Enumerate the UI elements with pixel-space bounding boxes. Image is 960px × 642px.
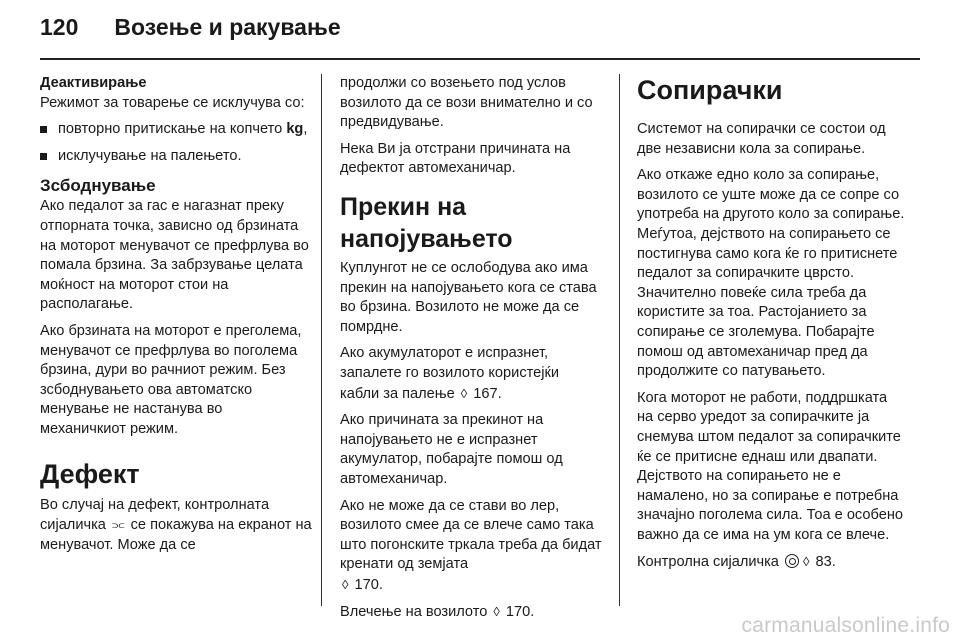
- bullet1-end: ,: [303, 121, 308, 138]
- fault-lamp-icon: ⫗: [111, 516, 125, 533]
- column-right: [637, 74, 905, 580]
- fault-paragraph: [40, 496, 312, 556]
- brakes-paragraph-3: Кога моторот не работи, поддршката на серво уредот за сопирачките ја снемува штом педалот за сопирачките ќе се притисне еднаш или двапати. Дејството на сопирањето не е намалено, но за сопирање е потребна значајно поголема сила. Тоа е особено важно да се има на ум кога се влече.: [637, 389, 903, 543]
- brakes-heading: Сопирачки: [637, 75, 783, 105]
- brake-lamp-text: Контролна сијаличка: [637, 554, 783, 571]
- power-paragraph-1: Куплунгот не се ослободува ако има прекин на напојувањето кога се става во брзина. Возилото не може да се помрдне.: [340, 259, 597, 335]
- page-ref-arrow-icon: ◊: [342, 576, 349, 592]
- power-paragraph-4: [340, 497, 602, 596]
- deactivate-heading: Деактивирање: [40, 75, 147, 91]
- power-p2-end: .: [497, 385, 502, 402]
- power-p4-end: .: [378, 576, 383, 593]
- towing-end: .: [530, 604, 535, 621]
- power-p2-text: Ако акумулаторот е испразнет, запалете го возилото користејќи кабли за палење: [340, 345, 560, 402]
- bullet-icon: [40, 153, 47, 160]
- downshift-paragraph-2: Ако брзината на моторот е преголема, менувачот се префрлува во поголема брзина, дури во рачниот режим. Без зсбоднувањето ова автоматско менување не настанува во механичкиот режим.: [40, 322, 302, 437]
- brake-lamp-end: .: [831, 554, 836, 571]
- fault-heading: Дефект: [40, 458, 140, 489]
- page-ref-170[interactable]: 170: [354, 576, 379, 593]
- brake-warning-lamp-icon: [785, 554, 799, 568]
- bullet-icon: [40, 126, 47, 133]
- fault-text-start: Во случај на дефект, контролната сијаличка: [40, 496, 270, 534]
- chapter-title: Возење и ракување: [114, 14, 341, 40]
- page-ref-170-towing[interactable]: 170: [505, 604, 531, 621]
- workshop-paragraph: Нека Ви ја отстрани причината на дефектот автомеханичар.: [340, 140, 571, 177]
- column-left: [40, 74, 312, 562]
- brakes-paragraph-1: Системот на сопирачки се состои од две независни кола за сопирање.: [637, 121, 886, 157]
- column-divider-2: [619, 74, 620, 606]
- deactivate-list: [40, 120, 312, 166]
- continue-paragraph: продолжи со возењето под услов возилото да се вози внимателно и со предвидување.: [340, 75, 593, 131]
- page-ref-83[interactable]: 83: [815, 554, 832, 571]
- power-paragraph-3: Ако причината за прекинот на напојувањето не е испразнет акумулатор, побарајте помош од автомеханичар.: [340, 412, 563, 487]
- page-ref-arrow-icon: ◊: [493, 604, 500, 620]
- kg-button-symbol: kg: [286, 121, 304, 138]
- deactivate-intro: Режимот за товарење се исклучува со:: [40, 94, 305, 111]
- header-divider: [40, 58, 920, 60]
- watermark: carmanualsonline.info: [741, 614, 950, 637]
- column-divider-1: [321, 74, 322, 606]
- brakes-paragraph-2: Ако откаже едно коло за сопирање, возилото се уште може да се сопре со употреба на другото коло за сопирање. Меѓутоа, дејството на сопирањето се постигнува само кога ќе го притиснете педалот за сопирачките цврсто. Значително повеќе сила треба да користите за тоа. Растојанието за сопирање се зголемува. Побарајте помош од автомеханичар пред да продолжите со патувањето.: [637, 167, 905, 380]
- downshift-paragraph-1: Ако педалот за гас е нагазнат преку отпорната точка, зависно од брзината на моторот менувачот се префрлува во помала брзина. За забрзување целата моќност на моторот стои на располагање.: [40, 198, 309, 313]
- towing-paragraph: [340, 602, 602, 623]
- page-header: [40, 14, 341, 54]
- power-paragraph-2: [340, 344, 602, 404]
- column-middle: [340, 74, 602, 630]
- bullet2-text: исклучување на палењето.: [58, 147, 242, 164]
- bullet1-text: повторно притискање на копчето: [58, 121, 287, 138]
- page-ref-167[interactable]: 167: [473, 385, 498, 402]
- page-ref-arrow-icon: ◊: [460, 385, 468, 401]
- power-interruption-heading: Прекин на напојувањето: [340, 192, 513, 253]
- list-item: [40, 147, 312, 167]
- towing-text: Влечење на возилото: [340, 604, 492, 621]
- page-number: 120: [40, 14, 79, 40]
- page-ref-arrow-icon: ◊: [802, 554, 810, 570]
- downshift-heading: Зсбоднување: [40, 176, 156, 196]
- power-p4-text: Ако не може да се стави во лер, возилото смее да се влече само така што погонските тркала треба да бидат кренати од земјата: [340, 497, 602, 573]
- fault-text-end: се покажува на екранот на менувачот. Може да се: [40, 517, 312, 553]
- brake-lamp-paragraph: [637, 552, 905, 573]
- list-item: [40, 120, 312, 140]
